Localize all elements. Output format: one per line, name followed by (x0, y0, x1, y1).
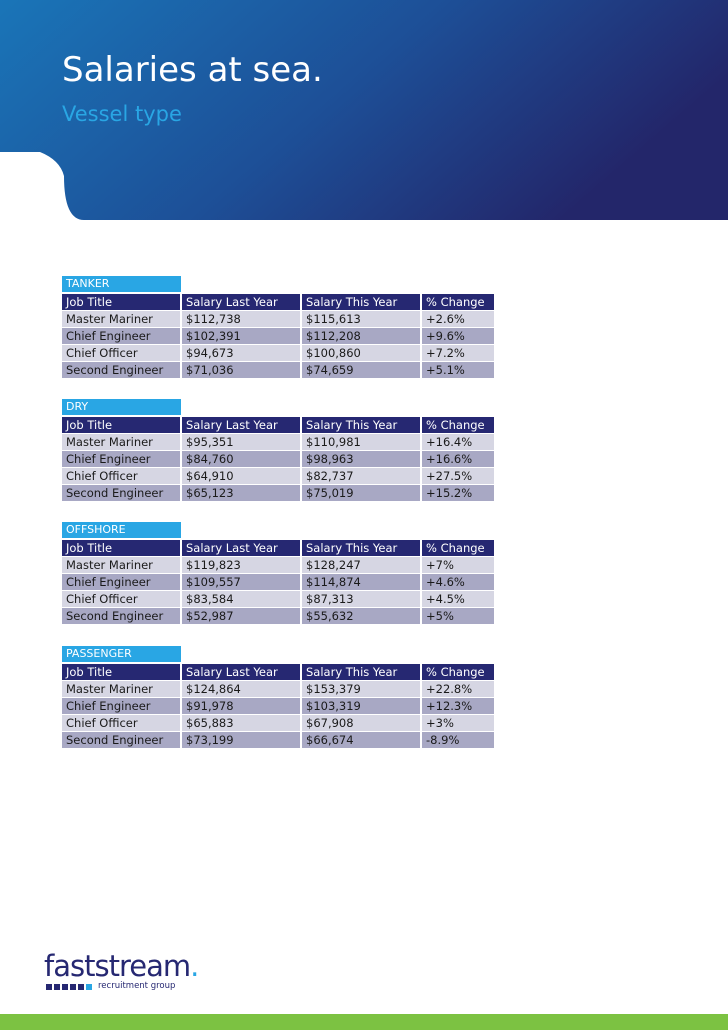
column-header: Job Title (62, 540, 182, 557)
table-cell: +3% (422, 715, 494, 732)
table-cell: $64,910 (182, 468, 302, 485)
table-cell: $102,391 (182, 328, 302, 345)
table-header-row (62, 294, 494, 311)
table-cell: +22.8% (422, 681, 494, 698)
table-cell: $128,247 (302, 557, 422, 574)
table-cell: $153,379 (302, 681, 422, 698)
section-dry (62, 399, 494, 502)
table-cell: +15.2% (422, 485, 494, 502)
table-row (62, 574, 494, 591)
table-row (62, 434, 494, 451)
table-cell: Chief Engineer (62, 328, 182, 345)
column-header: Job Title (62, 664, 182, 681)
section-passenger (62, 646, 494, 749)
table-cell: $110,981 (302, 434, 422, 451)
page-subtitle: Vessel type (62, 102, 182, 126)
table-row (62, 698, 494, 715)
table-cell: Second Engineer (62, 608, 182, 625)
table-cell: $103,319 (302, 698, 422, 715)
table-cell: $109,557 (182, 574, 302, 591)
section-offshore (62, 522, 494, 625)
table-row (62, 311, 494, 328)
table-row (62, 362, 494, 379)
table-row (62, 591, 494, 608)
column-header: Salary Last Year (182, 664, 302, 681)
table-cell: +4.6% (422, 574, 494, 591)
salary-table (62, 417, 494, 502)
table-cell: $91,978 (182, 698, 302, 715)
table-cell: Chief Officer (62, 468, 182, 485)
table-row (62, 328, 494, 345)
section-label: TANKER (62, 276, 181, 292)
table-row (62, 557, 494, 574)
table-cell: Second Engineer (62, 485, 182, 502)
table-cell: $84,760 (182, 451, 302, 468)
logo-word-dot: . (190, 949, 199, 983)
column-header: Salary Last Year (182, 294, 302, 311)
table-cell: +5.1% (422, 362, 494, 379)
logo-word-fast: fast (44, 949, 95, 983)
table-cell: $124,864 (182, 681, 302, 698)
faststream-logo (44, 950, 244, 994)
column-header: Salary Last Year (182, 540, 302, 557)
table-row (62, 715, 494, 732)
table-cell: $73,199 (182, 732, 302, 749)
footer-bar (0, 1014, 728, 1030)
table-cell: +16.6% (422, 451, 494, 468)
table-cell: $98,963 (302, 451, 422, 468)
table-cell: $82,737 (302, 468, 422, 485)
table-header-row (62, 664, 494, 681)
table-cell: $71,036 (182, 362, 302, 379)
section-label: PASSENGER (62, 646, 181, 662)
table-cell: $119,823 (182, 557, 302, 574)
table-cell: +9.6% (422, 328, 494, 345)
table-cell: $55,632 (302, 608, 422, 625)
table-header-row (62, 417, 494, 434)
column-header: % Change (422, 294, 494, 311)
table-cell: Chief Engineer (62, 574, 182, 591)
table-cell: +12.3% (422, 698, 494, 715)
table-cell: $83,584 (182, 591, 302, 608)
logo-wordmark (44, 950, 198, 982)
table-row (62, 345, 494, 362)
page-title: Salaries at sea. (62, 50, 323, 90)
table-cell: +5% (422, 608, 494, 625)
section-tanker (62, 276, 494, 379)
column-header: Salary This Year (302, 664, 422, 681)
table-cell: Chief Engineer (62, 698, 182, 715)
table-row (62, 485, 494, 502)
table-cell: Second Engineer (62, 362, 182, 379)
table-cell: $95,351 (182, 434, 302, 451)
column-header: % Change (422, 540, 494, 557)
table-cell: Chief Officer (62, 591, 182, 608)
table-cell: +4.5% (422, 591, 494, 608)
table-cell: Master Mariner (62, 434, 182, 451)
table-cell: Master Mariner (62, 557, 182, 574)
logo-word-stream: stream (94, 949, 191, 983)
table-cell: $112,738 (182, 311, 302, 328)
table-cell: +2.6% (422, 311, 494, 328)
table-cell: +27.5% (422, 468, 494, 485)
column-header: % Change (422, 664, 494, 681)
table-cell: $112,208 (302, 328, 422, 345)
table-cell: $94,673 (182, 345, 302, 362)
table-cell: Master Mariner (62, 681, 182, 698)
table-cell: $114,874 (302, 574, 422, 591)
table-cell: $65,123 (182, 485, 302, 502)
table-cell: $75,019 (302, 485, 422, 502)
logo-dots-icon (46, 983, 96, 991)
table-cell: $65,883 (182, 715, 302, 732)
table-cell: $87,313 (302, 591, 422, 608)
table-cell: $52,987 (182, 608, 302, 625)
column-header: Salary Last Year (182, 417, 302, 434)
table-cell: Chief Officer (62, 715, 182, 732)
column-header: Salary This Year (302, 540, 422, 557)
table-cell: $100,860 (302, 345, 422, 362)
table-row (62, 608, 494, 625)
table-cell: +7% (422, 557, 494, 574)
column-header: Salary This Year (302, 417, 422, 434)
table-cell: $115,613 (302, 311, 422, 328)
salary-table (62, 664, 494, 749)
salary-table (62, 294, 494, 379)
table-row (62, 468, 494, 485)
column-header: Job Title (62, 417, 182, 434)
table-cell: $74,659 (302, 362, 422, 379)
column-header: Job Title (62, 294, 182, 311)
table-cell: $67,908 (302, 715, 422, 732)
table-cell: +7.2% (422, 345, 494, 362)
table-cell: Master Mariner (62, 311, 182, 328)
table-cell: -8.9% (422, 732, 494, 749)
table-row (62, 451, 494, 468)
table-row (62, 681, 494, 698)
table-header-row (62, 540, 494, 557)
table-cell: Second Engineer (62, 732, 182, 749)
table-cell: $66,674 (302, 732, 422, 749)
salary-table (62, 540, 494, 625)
section-label: DRY (62, 399, 181, 415)
column-header: % Change (422, 417, 494, 434)
table-cell: Chief Officer (62, 345, 182, 362)
column-header: Salary This Year (302, 294, 422, 311)
logo-tagline: recruitment group (98, 981, 176, 991)
section-label: OFFSHORE (62, 522, 181, 538)
table-cell: Chief Engineer (62, 451, 182, 468)
table-row (62, 732, 494, 749)
table-cell: +16.4% (422, 434, 494, 451)
